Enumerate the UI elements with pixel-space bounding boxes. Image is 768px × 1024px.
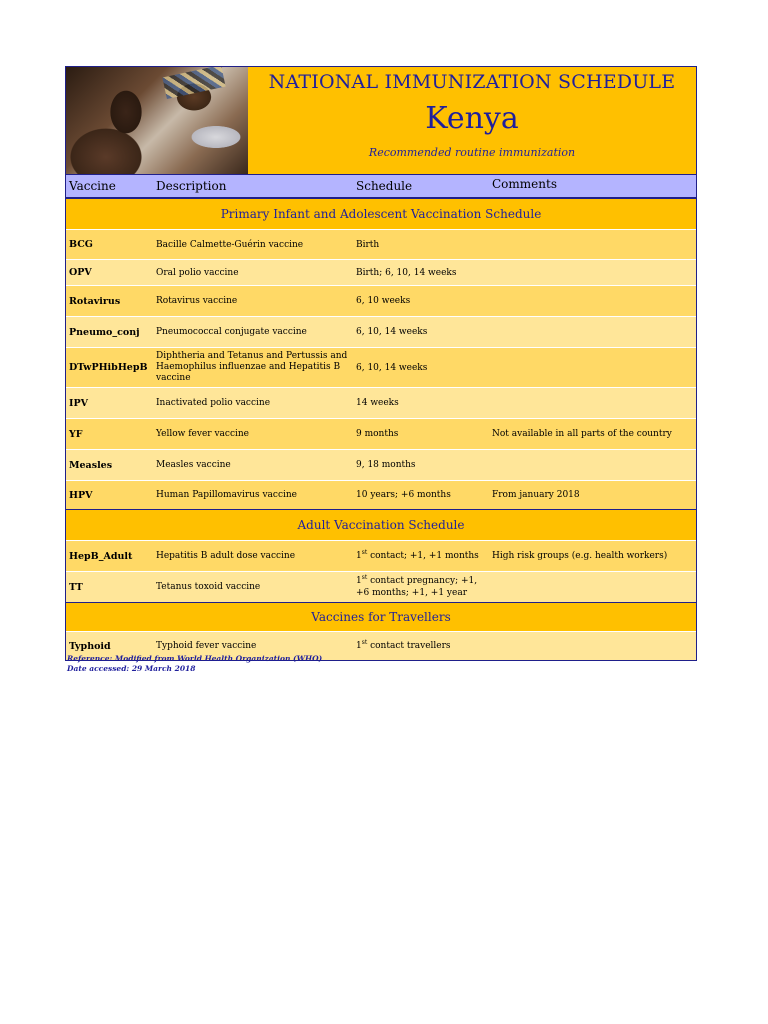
page-title: NATIONAL IMMUNIZATION SCHEDULE bbox=[268, 71, 676, 93]
section-travellers-title: Vaccines for Travellers bbox=[66, 602, 696, 631]
vaccine-cell: Rotavirus bbox=[69, 295, 121, 307]
column-header-description: Description bbox=[156, 179, 227, 193]
vaccine-cell: IPV bbox=[69, 397, 88, 409]
vaccine-cell: Typhoid bbox=[69, 640, 111, 652]
table-row bbox=[66, 285, 696, 316]
description-cell: Diphtheria and Tetanus and Pertussis and Haemophilus influenzae and Hepatitis B vaccine bbox=[156, 351, 348, 383]
description-cell: Tetanus toxoid vaccine bbox=[156, 582, 261, 592]
column-header-row bbox=[66, 174, 696, 198]
schedule-cell: 9 months bbox=[356, 429, 399, 439]
schedule-cell: 10 years; +6 months bbox=[356, 490, 451, 500]
table-row bbox=[66, 229, 696, 259]
table-row bbox=[66, 418, 696, 449]
schedule-cell: 6, 10 weeks bbox=[356, 296, 411, 306]
immunization-schedule-sheet bbox=[65, 66, 697, 661]
schedule-cell: Birth bbox=[356, 239, 380, 250]
section-adult-title: Adult Vaccination Schedule bbox=[66, 509, 696, 540]
table-row bbox=[66, 571, 696, 602]
table-row bbox=[66, 480, 696, 509]
table-row bbox=[66, 449, 696, 480]
vaccine-cell: HepB_Adult bbox=[69, 550, 133, 562]
reference-note: Reference: Modified from World Health Organization (WHO) bbox=[67, 654, 323, 663]
schedule-cell: 1st contact; +1, +1 months bbox=[356, 549, 479, 561]
description-cell: Oral polio vaccine bbox=[156, 267, 239, 278]
comments-cell: Not available in all parts of the country bbox=[492, 429, 672, 439]
column-header-schedule: Schedule bbox=[356, 179, 413, 193]
table-row bbox=[66, 259, 696, 285]
comments-cell: From january 2018 bbox=[492, 490, 580, 500]
table-row bbox=[66, 347, 696, 387]
title-block bbox=[248, 67, 696, 174]
column-header-vaccine: Vaccine bbox=[69, 179, 116, 193]
description-cell: Human Papillomavirus vaccine bbox=[156, 490, 298, 500]
schedule-cell: 6, 10, 14 weeks bbox=[356, 362, 428, 373]
schedule-cell: 9, 18 months bbox=[356, 460, 416, 470]
vaccine-cell: TT bbox=[69, 581, 83, 593]
table-row bbox=[66, 387, 696, 418]
description-cell: Rotavirus vaccine bbox=[156, 296, 238, 306]
schedule-cell: 1st contact pregnancy; +1, +6 months; +1, +1 year bbox=[356, 574, 478, 598]
vaccine-cell: YF bbox=[69, 428, 83, 440]
description-cell: Measles vaccine bbox=[156, 460, 231, 470]
comments-cell: High risk groups (e.g. health workers) bbox=[492, 551, 668, 561]
description-cell: Inactivated polio vaccine bbox=[156, 398, 271, 408]
table-row bbox=[66, 316, 696, 347]
description-cell: Typhoid fever vaccine bbox=[156, 641, 257, 651]
description-cell: Yellow fever vaccine bbox=[156, 429, 249, 439]
section-primary-title: Primary Infant and Adolescent Vaccination Schedule bbox=[66, 198, 696, 229]
vaccine-cell: OPV bbox=[69, 267, 92, 278]
header bbox=[66, 67, 696, 174]
vaccine-cell: DTwPHibHepB bbox=[69, 362, 148, 373]
schedule-cell: 6, 10, 14 weeks bbox=[356, 327, 428, 337]
vaccine-cell: Pneumo_conj bbox=[69, 326, 140, 338]
vaccine-cell: Measles bbox=[69, 459, 113, 471]
schedule-cell: Birth; 6, 10, 14 weeks bbox=[356, 267, 457, 278]
country-name: Kenya bbox=[425, 101, 519, 136]
description-cell: Pneumococcal conjugate vaccine bbox=[156, 327, 307, 337]
description-cell: Bacille Calmette-Guérin vaccine bbox=[156, 239, 304, 250]
page-subtitle: Recommended routine immunization bbox=[368, 146, 576, 159]
description-cell: Hepatitis B adult dose vaccine bbox=[156, 551, 296, 561]
header-photo bbox=[66, 67, 248, 174]
footer-notes bbox=[67, 654, 322, 674]
vaccine-cell: HPV bbox=[69, 489, 93, 501]
vaccine-cell: BCG bbox=[69, 239, 93, 250]
schedule-cell: 14 weeks bbox=[356, 398, 399, 408]
schedule-cell: 1st contact travellers bbox=[356, 639, 451, 651]
table-row bbox=[66, 540, 696, 571]
date-accessed-note: Date accessed: 29 March 2018 bbox=[67, 664, 196, 673]
column-header-comments: Comments bbox=[492, 177, 557, 191]
